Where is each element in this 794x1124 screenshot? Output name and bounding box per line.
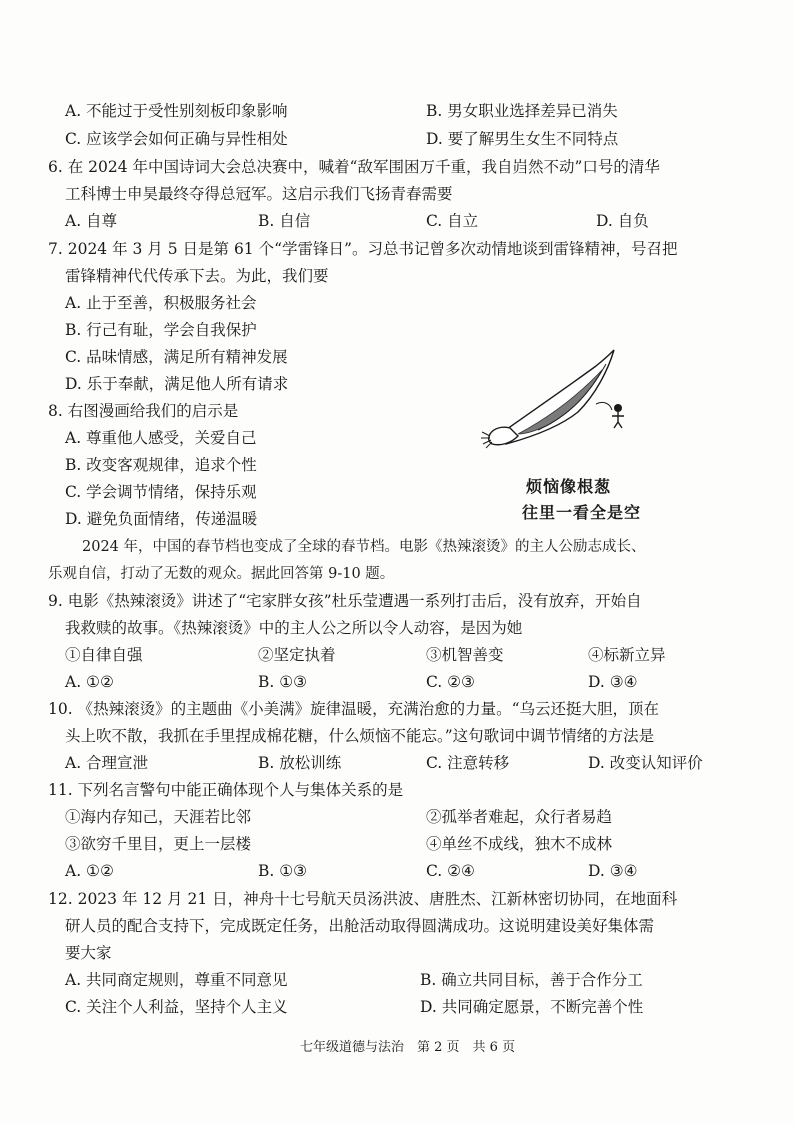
q5-option-a: A. 不能过于受性别刻板印象影响 (65, 102, 288, 120)
q8-stem: 8. 右图漫画给我们的启示是 (48, 402, 239, 420)
q8-option-b: B. 改变客观规律，追求个性 (65, 456, 257, 474)
q11-option-c: C. ②④ (426, 862, 475, 880)
comic-caption-line1: 烦恼像根葱 (526, 477, 612, 496)
q6-option-d: D. 自负 (596, 212, 649, 230)
q7-stem-line1: 7. 2024 年 3 月 5 日是第 61 个“学雷锋日”。习总书记曾多次动情地谈到雷锋精神，号召把 (48, 240, 678, 258)
q12-option-c: C. 关注个人利益，坚持个人主义 (65, 998, 288, 1016)
q9-option-d: D. ③④ (588, 673, 638, 691)
q7-option-a: A. 止于至善，积极服务社会 (65, 294, 257, 312)
q10-option-b: B. 放松训练 (258, 754, 342, 772)
q9-item-3: ③机智善变 (426, 646, 504, 664)
q9-stem-line1: 9. 电影《热辣滚烫》讲述了“宅家胖女孩”杜乐莹遭遇一系列打击后，没有放弃，开始自 (48, 592, 642, 610)
q9-item-1: ①自律自强 (65, 646, 143, 664)
onion-leaf-outline (500, 350, 614, 444)
small-figure-head (614, 404, 622, 412)
q6-stem-line2: 工科博士申昊最终夺得总冠军。这启示我们飞扬青春需要 (65, 185, 453, 203)
q12-stem-line3: 要大家 (65, 944, 112, 962)
q6-option-a: A. 自尊 (65, 212, 118, 230)
onion-tip-curl (596, 402, 612, 410)
q8-option-a: A. 尊重他人感受，关爱自己 (65, 429, 257, 447)
q5-option-b: B. 男女职业选择差异已消失 (426, 102, 618, 120)
q12-option-b: B. 确立共同目标，善于合作分工 (420, 971, 643, 989)
q10-option-a: A. 合理宣泄 (65, 754, 149, 772)
q10-option-c: C. 注意转移 (426, 754, 510, 772)
q6-stem-line1: 6. 在 2024 年中国诗词大会总决赛中，喊着“敌军围困万千重，我自岿然不动”口号的清华 (48, 158, 660, 176)
q9-item-4: ④标新立异 (588, 646, 666, 664)
q7-stem-line2: 雷锋精神代代传承下去。为此，我们要 (65, 267, 329, 285)
q6-option-b: B. 自信 (258, 212, 311, 230)
q12-stem-line1: 12. 2023 年 12 月 21 日，神舟十七号航天员汤洪波、唐胜杰、江新林密切协同，在地面科 (48, 890, 678, 908)
q10-option-d: D. 改变认知评价 (588, 754, 703, 772)
passage-line1: 2024 年，中国的春节档也变成了全球的春节档。电影《热辣滚烫》的主人公励志成长、 (82, 539, 646, 555)
q9-item-2: ②坚定执着 (258, 646, 336, 664)
q12-option-a: A. 共同商定规则，尊重不同意见 (65, 971, 288, 989)
comic-caption-line2: 往里一看全是空 (522, 503, 642, 522)
q9-option-a: A. ①② (65, 673, 114, 691)
q11-option-a: A. ①② (65, 862, 114, 880)
page-footer: 七年级道德与法治 第 2 页 共 6 页 (300, 1040, 516, 1055)
q8-option-c: C. 学会调节情绪，保持乐观 (65, 483, 257, 501)
q11-item-1: ①海内存知己，天涯若比邻 (65, 808, 252, 826)
q8-option-d: D. 避免负面情绪，传递温暖 (65, 510, 258, 528)
q11-stem: 11. 下列名言警句中能正确体现个人与集体关系的是 (48, 781, 404, 799)
q7-option-c: C. 品味情感，满足所有精神发展 (65, 348, 288, 366)
q11-item-4: ④单丝不成线，独木不成林 (426, 835, 613, 853)
q9-stem-line2: 我救赎的故事。《热辣滚烫》中的主人公之所以令人动容，是因为她 (65, 619, 523, 637)
q7-option-d: D. 乐于奉献，满足他人所有请求 (65, 375, 289, 393)
q7-option-b: B. 行己有耻，学会自我保护 (65, 321, 257, 339)
q10-stem-line2: 头上吹不散，我抓在手里捏成棉花糖，什么烦恼不能忘。”这句歌词中调节情绪的方法是 (65, 727, 655, 745)
q10-stem-line1: 10. 《热辣滚烫》的主题曲《小美满》旋律温暖，充满治愈的力量。“乌云还挺大胆，顶在 (48, 700, 660, 718)
passage-line2: 乐观自信，打动了无数的观众。据此回答第 9-10 题。 (48, 566, 395, 582)
q12-option-d: D. 共同确定愿景，不断完善个性 (420, 998, 644, 1016)
q9-option-c: C. ②③ (426, 673, 475, 691)
q11-option-b: B. ①③ (258, 862, 308, 880)
q5-option-d: D. 要了解男生女生不同特点 (426, 130, 619, 148)
q11-item-2: ②孤举者难起，众行者易趋 (426, 808, 613, 826)
q5-option-c: C. 应该学会如何正确与异性相处 (65, 130, 288, 148)
small-figure-body (612, 412, 624, 428)
q6-option-c: C. 自立 (426, 212, 479, 230)
q11-item-3: ③欲穷千里目，更上一层楼 (65, 835, 252, 853)
q9-option-b: B. ①③ (258, 673, 308, 691)
q12-stem-line2: 研人员的配合支持下，完成既定任务，出舱活动取得圆满成功。这说明建设美好集体需 (65, 917, 655, 935)
q11-option-d: D. ③④ (588, 862, 638, 880)
